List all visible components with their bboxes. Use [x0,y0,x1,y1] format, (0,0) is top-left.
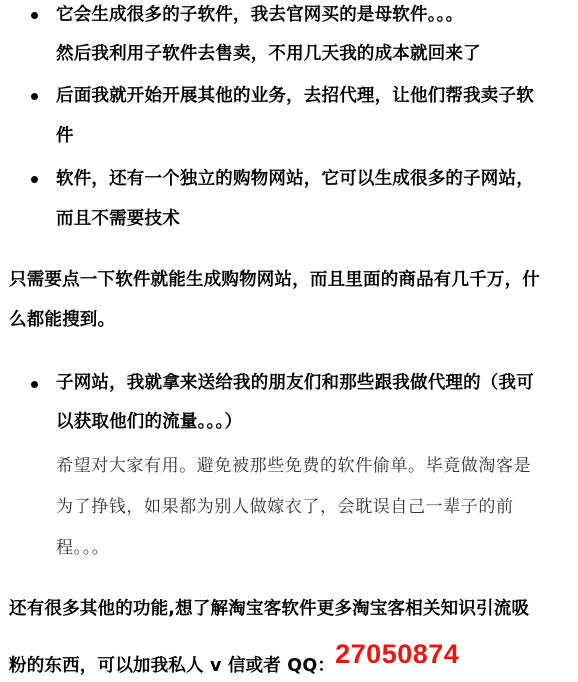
paragraph-2-line-1: 还有很多其他的功能,想了解淘宝客软件更多淘宝客相关知识引流吸 [9,599,530,619]
paragraph-2-line-2 [9,639,460,677]
bullet-dot [31,12,38,19]
bullet-3-line-1: 软件，还有一个独立的购物网站，它可以生成很多的子网站， [56,169,534,189]
bullet-2-line-2: 件 [56,126,74,146]
bullet-4-line-1: 子网站，我就拿来送给我的朋友们和那些跟我做代理的（我可 [56,373,534,393]
bullet-1-line-2: 然后我利用子软件去售卖，不用几天我的成本就回来了 [56,44,481,64]
note-line-1: 希望对大家有用。避免被那些免费的软件偷单。毕竟做淘客是 [56,456,532,476]
qq-number: 27050874 [335,639,460,669]
paragraph-1-line-1: 只需要点一下软件就能生成购物网站，而且里面的商品有几千万，什 [9,270,540,290]
note-line-3: 程。。。 [56,538,110,558]
contact-prefix: 粉的东西，可以加我私人 v 信或者 QQ： [9,656,336,676]
note-line-2: 为了挣钱，如果都为别人做嫁衣了，会耽误自己一辈子的前 [56,497,514,517]
bullet-dot [31,93,38,100]
paragraph-1-line-2: 么都能搜到。 [9,310,116,330]
bullet-4-line-2: 以获取他们的流量。。。） [56,412,243,432]
bullet-dot [31,381,38,388]
bullet-2-line-1: 后面我就开始开展其他的业务，去招代理，让他们帮我卖子软 [56,86,534,106]
bullet-1-line-1: 它会生成很多的子软件，我去官网买的是母软件。。。 [56,5,464,25]
bullet-3-line-2: 而且不需要技术 [56,209,180,229]
bullet-dot [31,176,38,183]
